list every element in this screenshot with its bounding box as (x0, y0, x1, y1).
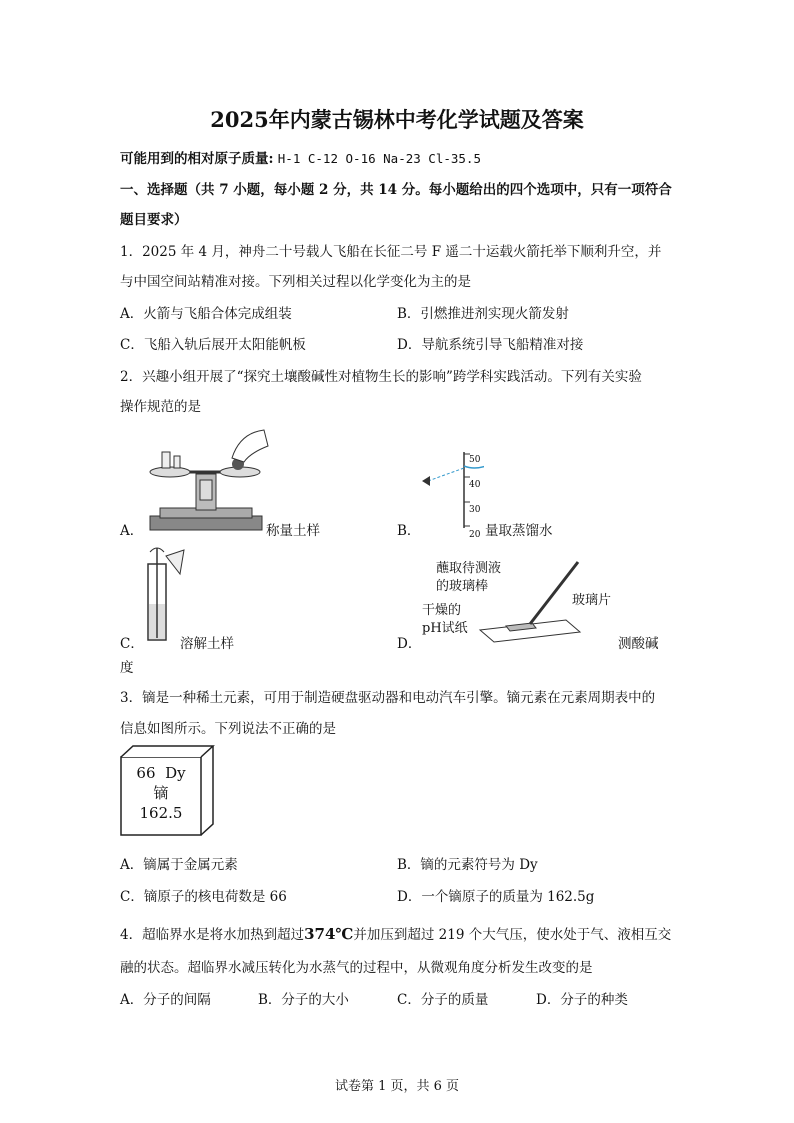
page-title: 2025年内蒙古锡林中考化学试题及答案 (210, 107, 584, 132)
q4-stem-line2: 融的状态。超临界水减压转化为水蒸气的过程中，从微观角度分析发生改变的是 (120, 960, 593, 976)
ph-label-paper-line2: pH试纸 (422, 621, 468, 636)
q4-option-d: D．分子的种类 (536, 992, 628, 1008)
ph-label-glass: 玻璃片 (572, 593, 612, 608)
element-name: 镝 (153, 784, 169, 802)
q4-option-c: C．分子的质量 (397, 992, 489, 1008)
atomic-masses-label: 可能用到的相对原子质量: (120, 151, 274, 167)
q1-option-a: A．火箭与飞船合体完成组装 (120, 306, 292, 322)
ph-label-rod-line1: 蘸取待测液 (436, 561, 502, 576)
balance-illustration (140, 428, 270, 534)
q2-option-d-letter: D． (397, 636, 422, 652)
q1-option-d: D．导航系统引导飞船精准对接 (397, 337, 584, 353)
q2-option-a-text: 称量土样 (266, 523, 320, 539)
page-footer: 试卷第 1 页，共 6 页 (334, 1079, 460, 1094)
element-atomic-number: 66 (136, 764, 156, 782)
q4-option-a: A．分子的间隔 (120, 992, 211, 1008)
q4-stem-line1 (120, 923, 671, 943)
q2-option-d-text-cont: 度 (120, 660, 134, 676)
cylinder-tick-labels (469, 448, 480, 548)
q2-option-a-letter: A． (120, 523, 144, 539)
q2-option-c-letter: C． (120, 636, 144, 652)
q2-stem-line1: 2．兴趣小组开展了“探究土壤酸碱性对植物生长的影响”跨学科实践活动。下列有关实验 (120, 369, 642, 385)
atomic-masses-values: H-1 C-12 O-16 Na-23 Cl-35.5 (277, 151, 481, 166)
cylinder-tick-30: 30 (469, 505, 481, 515)
ph-label-rod (436, 560, 501, 596)
q3-stem-line2: 信息如图所示。下列说法不正确的是 (120, 721, 336, 737)
cylinder-tick-20: 20 (469, 530, 481, 540)
q3-option-c: C．镝原子的核电荷数是 66 (120, 889, 287, 905)
cylinder-tick-50: 50 (469, 455, 481, 465)
element-atomic-mass: 162.5 (139, 804, 183, 822)
q1-stem-line1: 1．2025 年 4 月，神舟二十号载人飞船在长征二号 F 遥二十运载火箭托举下顺利升空，并 (120, 244, 662, 260)
ph-label-rod-line2: 的玻璃棒 (436, 579, 489, 594)
section1-heading-line1: 一、选择题（共 7 小题，每小题 2 分，共 14 分。每小题给出的四个选项中，只有一项符合 (120, 182, 672, 198)
q1-option-b: B．引燃推进剂实现火箭发射 (397, 306, 569, 322)
q2-option-d-text: 测酸碱 (618, 636, 659, 652)
ph-label-paper-line1: 干燥的 (422, 603, 462, 618)
q3-option-b: B．镝的元素符号为 Dy (397, 857, 538, 873)
q4-option-b: B．分子的大小 (258, 992, 349, 1008)
ph-label-paper (422, 602, 468, 638)
q4-stem-post: 并加压到超过 219 个大气压，使水处于气、液相互交 (353, 927, 672, 943)
q2-option-b-letter: B． (397, 523, 421, 539)
element-cell-text (121, 763, 201, 823)
atomic-masses-row (120, 147, 481, 167)
dissolving-illustration (140, 544, 190, 644)
q3-option-a: A．镝属于金属元素 (120, 857, 238, 873)
q3-stem-line1: 3．镝是一种稀土元素，可用于制造硬盘驱动器和电动汽车引擎。镝元素在元素周期表中的 (120, 690, 656, 706)
q2-stem-line2: 操作规范的是 (120, 399, 201, 415)
q3-option-d: D．一个镝原子的质量为 162.5g (397, 889, 595, 905)
q1-option-c: C．飞船入轨后展开太阳能帆板 (120, 337, 306, 353)
q4-stem-pre: 4．超临界水是将水加热到超过 (120, 927, 305, 943)
q2-option-b-text: 量取蒸馏水 (485, 523, 553, 539)
q1-stem-line2: 与中国空间站精准对接。下列相关过程以化学变化为主的是 (120, 274, 471, 290)
section1-heading-line2: 题目要求） (120, 212, 188, 228)
element-symbol: Dy (165, 764, 186, 782)
q4-temperature: 374℃ (304, 925, 354, 943)
q2-option-c-text: 溶解土样 (180, 636, 234, 652)
element-cell (120, 745, 215, 837)
cylinder-tick-40: 40 (469, 480, 481, 490)
